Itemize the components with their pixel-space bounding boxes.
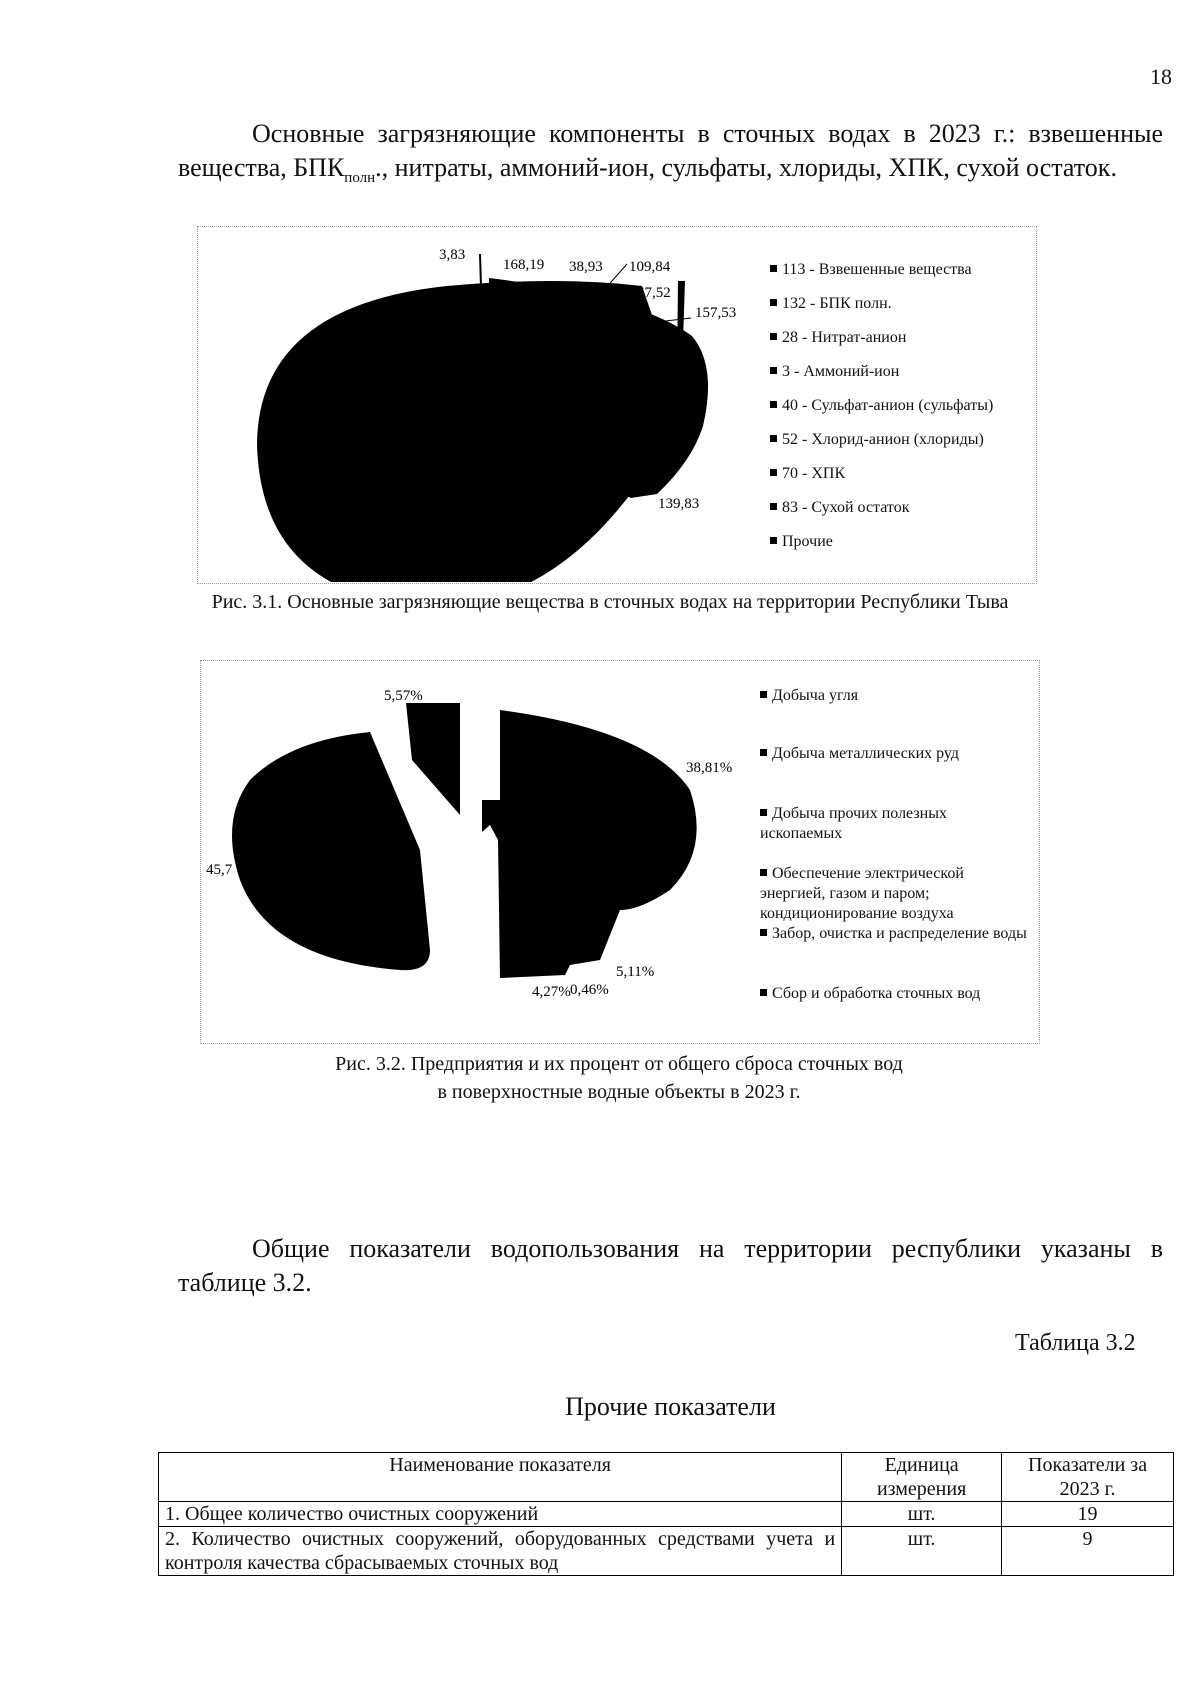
chart1-pie (197, 226, 757, 582)
chart1-legend-item (770, 328, 1055, 348)
legend-square-icon (760, 749, 767, 756)
chart2-label-5-57: 5,57% (384, 688, 423, 704)
chart1-legend-item (770, 260, 1055, 280)
table-cell: шт. (842, 1502, 1002, 1527)
table-header-cell: Показатели за 2023 г. (1002, 1453, 1174, 1502)
legend-square-icon (770, 367, 777, 374)
table-cell: 9 (1002, 1527, 1174, 1576)
chart1-legend-item (770, 532, 1055, 552)
intro-paragraph (178, 117, 1163, 195)
legend-square-icon (770, 265, 777, 272)
legend-square-icon (770, 469, 777, 476)
table-intro-paragraph: Общие показатели водопользования на территории республики указаны в таблице 3.2. (178, 1234, 1163, 1297)
chart1-caption: Рис. 3.1. Основные загрязняющие вещества в сточных водах на территории Республики Тыва (211, 591, 1009, 613)
table-header-row (159, 1453, 1174, 1502)
chart1-legend-item (770, 362, 1055, 382)
table-cell: 1. Общее количество очистных сооружений (159, 1502, 842, 1527)
chart1-label-38-93: 38,93 (569, 259, 603, 275)
chart1-legend-label: Прочие (782, 533, 833, 550)
legend-square-icon (760, 691, 767, 698)
chart2-caption (200, 1050, 1038, 1106)
legend-square-icon (770, 333, 777, 340)
legend-square-icon (760, 809, 767, 816)
chart1-label-3-83: 3,83 (439, 247, 466, 263)
table-cell: 19 (1002, 1502, 1174, 1527)
chart2-slice-top (406, 703, 460, 815)
table-row (159, 1502, 1174, 1527)
chart2-caption-line2: в поверхностные водные объекты в 2023 г. (437, 1081, 801, 1103)
chart1-label-109-84: 109,84 (629, 259, 671, 275)
chart2-label-4-27: 4,27% (532, 984, 571, 1000)
intro-text-start: Основные загрязняющие компоненты в сточных водах в 2023 г.: взвешенные вещества, БПК (178, 119, 1163, 182)
table-row (159, 1527, 1174, 1576)
legend-square-icon (770, 435, 777, 442)
legend-square-icon (760, 989, 767, 996)
chart1-legend-item (770, 294, 1055, 314)
chart2-label-0-46: 0,46% (570, 982, 609, 998)
legend-square-icon (770, 537, 777, 544)
chart2-legend-label: Забор, очистка и распределение воды (772, 925, 1027, 942)
chart1-label-168-19: 168,19 (503, 257, 545, 273)
intro-text-end: ., нитраты, аммоний-ион, сульфаты, хлориды, ХПК, сухой остаток. (375, 153, 1117, 182)
chart1-legend-label: 3 - Аммоний-ион (782, 363, 900, 380)
legend-square-icon (760, 929, 767, 936)
legend-square-icon (770, 299, 777, 306)
chart2-legend-item (760, 804, 990, 844)
chart1-legend-label: 113 - Взвешенные вещества (782, 261, 972, 278)
chart2-slice-right (482, 710, 697, 978)
chart2-label-38-81: 38,81% (686, 760, 733, 776)
chart2-legend-item (760, 984, 1045, 1004)
chart2-legend-label: Обеспечение электрической энергией, газом и паром; кондиционирование воздуха (760, 865, 964, 922)
chart2-legend-label: Добыча угля (772, 687, 859, 704)
chart2-pie (200, 660, 760, 1042)
chart2-label-5-11: 5,11% (616, 964, 655, 980)
table-cell: 2. Количество очистных сооружений, оборудованных средствами учета и контроля качества сбрасываемых сточных вод (159, 1527, 842, 1576)
legend-square-icon (770, 401, 777, 408)
table-cell: шт. (842, 1527, 1002, 1576)
table-title: Прочие показатели (565, 1392, 776, 1421)
chart1-legend-label: 28 - Нитрат-анион (782, 329, 907, 346)
chart1-legend-label: 52 - Хлорид-анион (хлориды) (782, 431, 984, 448)
chart2-legend-label: Сбор и обработка сточных вод (772, 985, 981, 1002)
page-number: 18 (1150, 64, 1172, 89)
table-number: Таблица 3.2 (1015, 1330, 1136, 1356)
chart1-label-67-52: 67,52 (637, 285, 671, 301)
chart2-slice-left (232, 732, 430, 970)
chart1-legend-item (770, 464, 1055, 484)
chart1-legend-label: 40 - Сульфат-анион (сульфаты) (782, 397, 994, 414)
chart1-legend-label: 83 - Сухой остаток (782, 499, 910, 516)
chart1-legend (770, 260, 1030, 560)
chart1-legend-label: 70 - ХПК (782, 465, 846, 482)
chart2-legend-item (760, 924, 1030, 944)
chart1-legend-item (770, 498, 1055, 518)
legend-square-icon (770, 503, 777, 510)
table-header-cell: Единица измерения (842, 1453, 1002, 1502)
chart2-legend-item (760, 864, 1010, 924)
chart1-label-139-83: 139,83 (658, 496, 700, 512)
chart2-legend-item (760, 686, 1045, 706)
chart1-legend-label: 132 - БПК полн. (782, 295, 892, 312)
chart2-label-45-7: 45,7 (206, 862, 233, 878)
chart2-legend (760, 686, 1035, 1016)
chart2-legend-label: Добыча прочих полезных ископаемых (760, 805, 947, 842)
chart2-legend-label: Добыча металлических руд (772, 745, 960, 762)
legend-square-icon (760, 869, 767, 876)
indicators-table (158, 1452, 1174, 1576)
intro-subscript: полн (344, 170, 376, 187)
chart2-caption-line1: Рис. 3.2. Предприятия и их процент от общего сброса сточных вод (335, 1053, 903, 1075)
table-header-cell: Наименование показателя (159, 1453, 842, 1502)
chart2-legend-item (760, 744, 1045, 764)
chart1-legend-item (770, 396, 1055, 416)
chart1-legend-item (770, 430, 1055, 450)
chart1-label-157-53: 157,53 (695, 305, 737, 321)
